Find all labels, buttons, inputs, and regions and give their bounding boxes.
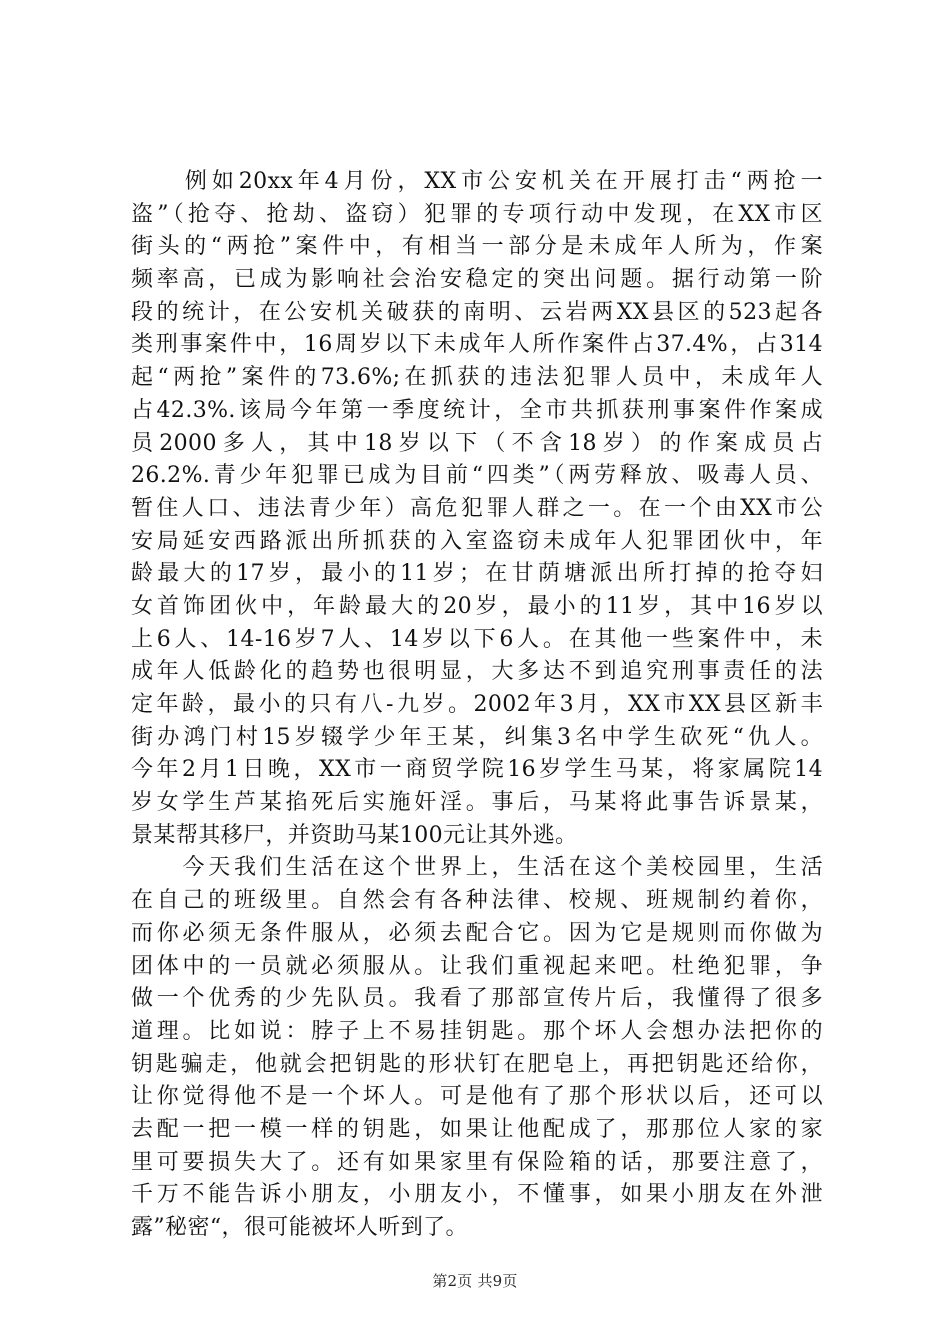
- text-line: 上6人、14-16岁7人、14岁以下6人。在其他一些案件中，未: [131, 626, 823, 652]
- text-line: 例如20xx年4月份，XX市公安机关在开展打击“两抢一: [131, 169, 823, 194]
- text-line: 千万不能告诉小朋友，小朋友小，不懂事，如果小朋友在外泄: [131, 1182, 823, 1208]
- text-line: 女首饰团伙中，年龄最大的20岁，最小的11岁，其中16岁以: [131, 593, 823, 619]
- text-line: 在自己的班级里。自然会有各种法律、校规、班规制约着你，: [131, 888, 823, 914]
- text-line: 成年人低龄化的趋势也很明显，大多达不到追究刑事责任的法: [131, 659, 823, 685]
- text-line: 今年2月1日晚，XX市一商贸学院16岁学生马某，将家属院14: [131, 757, 823, 783]
- text-line: 安局延安西路派出所抓获的入室盗窃未成年人犯罪团伙中，年: [131, 528, 823, 554]
- text-line: 让你觉得他不是一个坏人。可是他有了那个形状以后，还可以: [131, 1084, 823, 1110]
- text-line: 起“两抢”案件的73.6%;在抓获的违法犯罪人员中，未成年人: [131, 365, 823, 391]
- text-line: 里可要损失大了。还有如果家里有保险箱的话，那要注意了，: [131, 1149, 823, 1175]
- text-line: 景某帮其移尸，并资助马某100元让其外逃。: [131, 822, 578, 848]
- text-line: 暂住人口、违法青少年）高危犯罪人群之一。在一个由XX市公: [131, 495, 823, 521]
- text-line: 定年龄，最小的只有八-九岁。2002年3月，XX市XX县区新丰: [131, 692, 823, 717]
- text-line: 街头的“两抢”案件中，有相当一部分是未成年人所为，作案: [131, 234, 823, 260]
- text-line: 钥匙骗走，他就会把钥匙的形状钉在肥皂上，再把钥匙还给你，: [131, 1051, 823, 1077]
- text-line: 露”秘密“，很可能被坏人听到了。: [131, 1215, 468, 1240]
- text-line: 街办鸿门村15岁辍学少年王某，纠集3名中学生砍死“仇人。: [131, 724, 823, 750]
- body-text: [131, 166, 823, 1245]
- text-line: 团体中的一员就必须服从。让我们重视起来吧。杜绝犯罪，争: [131, 953, 823, 979]
- text-line: 岁女学生芦某掐死后实施奸淫。事后，马某将此事告诉景某，: [131, 790, 823, 816]
- text-line: 而你必须无条件服从，必须去配合它。因为它是规则而你做为: [131, 920, 823, 946]
- text-line: 盗”（抢夺、抢劫、盗窃）犯罪的专项行动中发现，在XX市区: [131, 201, 823, 227]
- text-line: 类刑事案件中，16周岁以下未成年人所作案件占37.4%，占314: [131, 332, 823, 358]
- text-line: 段的统计，在公安机关破获的南明、云岩两XX县区的523起各: [131, 299, 823, 325]
- text-line: 道理。比如说：脖子上不易挂钥匙。那个坏人会想办法把你的: [131, 1018, 823, 1044]
- text-line: 做一个优秀的少先队员。我看了那部宣传片后，我懂得了很多: [131, 986, 823, 1012]
- page-footer: 第2页 共9页: [432, 1272, 518, 1290]
- text-line: 去配一把一模一样的钥匙，如果让他配成了，那那位人家的家: [131, 1116, 823, 1142]
- text-line: 占42.3%.该局今年第一季度统计，全市共抓获刑事案件作案成: [131, 397, 823, 423]
- text-line: 员2000多人，其中18岁以下（不含18岁）的作案成员占: [131, 430, 823, 456]
- text-line: 频率高，已成为影响社会治安稳定的突出问题。据行动第一阶: [131, 267, 823, 293]
- text-line: 龄最大的17岁，最小的11岁；在甘荫塘派出所打掉的抢夺妇: [131, 561, 823, 587]
- text-line: 今天我们生活在这个世界上，生活在这个美校园里，生活: [131, 855, 823, 881]
- text-line: 26.2%.青少年犯罪已成为目前“四类”（两劳释放、吸毒人员、: [131, 463, 823, 489]
